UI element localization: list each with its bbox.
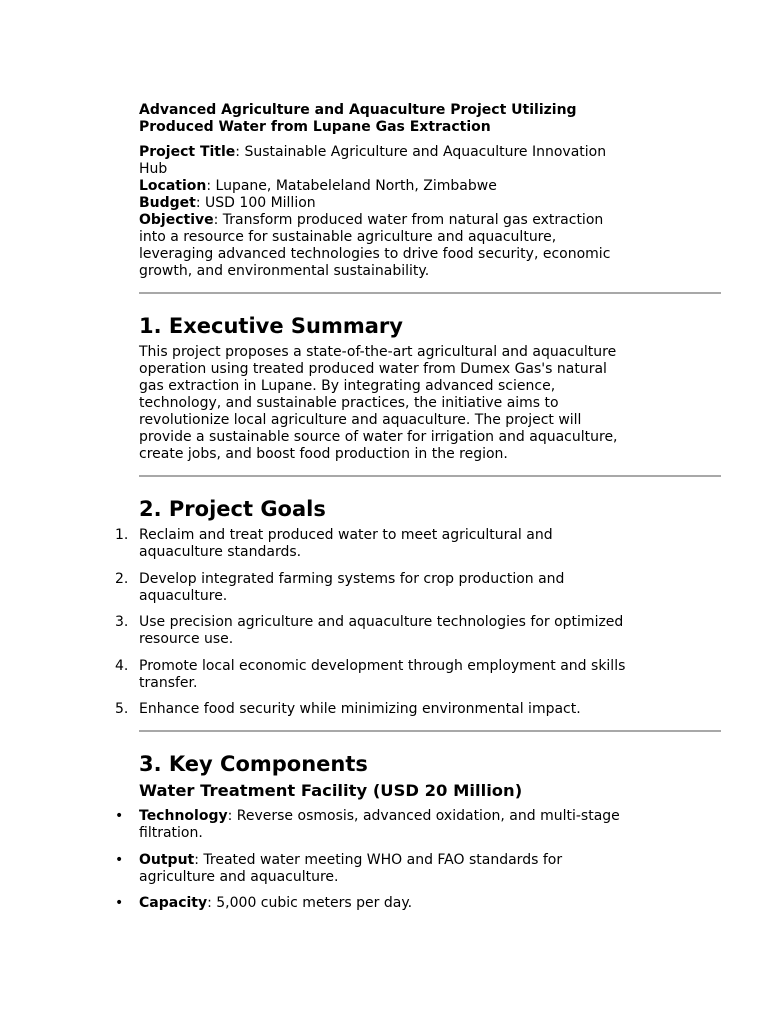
meta-value: : Lupane, Matabeleland North, Zimbabwe: [206, 178, 497, 194]
list-item-text: Develop integrated farming systems for crop production and aquaculture.: [139, 570, 565, 604]
list-number: 5.: [115, 701, 129, 717]
project-meta: [139, 144, 629, 280]
meta-label: Objective: [139, 212, 214, 228]
meta-label: Budget: [139, 195, 196, 211]
executive-summary-text: This project proposes a state-of-the-art agricultural and aquaculture operation using treated produced water from Dumex Gas's natural gas extraction in Lupane. By integrating advanced science, technology, and sustainable practices, the initiative aims to revolutionize local agriculture and aquaculture. The project will provide a sustainable source of water for irrigation and aquaculture, create jobs, and boost food production in the region.: [139, 344, 618, 462]
list-item: [115, 570, 629, 605]
bullet-icon: •: [115, 808, 124, 824]
list-item-text: Use precision agriculture and aquaculture technologies for optimized resource use.: [139, 614, 624, 647]
list-item-text: Promote local economic development through employment and skills transfer.: [139, 657, 626, 691]
list-item: [115, 701, 629, 718]
list-number: 1.: [115, 527, 129, 543]
list-item-text: : 5,000 cubic meters per day.: [207, 895, 413, 911]
meta-label: Location: [139, 178, 207, 194]
list-number: 4.: [115, 657, 129, 674]
list-item: [115, 527, 629, 561]
document-title: [139, 102, 629, 136]
section-heading: 3. Key Components: [139, 752, 368, 776]
list-item-label: Capacity: [139, 895, 208, 911]
meta-objective: [139, 212, 629, 280]
list-item: [115, 851, 629, 886]
meta-label: Project Title: [139, 144, 236, 160]
list-number: 2.: [115, 570, 129, 587]
section-divider: [139, 475, 721, 477]
meta-value: : Transform produced water from natural gas extraction into a resource for sustainable agriculture and aquaculture, leveraging advanced technologies to drive food security, economic growth, and environmental sustainability.: [139, 212, 611, 279]
key-components-list: [115, 808, 629, 912]
meta-project-title: [139, 144, 629, 178]
list-item-label: Output: [139, 851, 195, 868]
document-header: [139, 102, 629, 280]
bullet-icon: •: [115, 895, 124, 911]
list-item-text: : Reverse osmosis, advanced oxidation, and multi-stage filtration.: [139, 808, 620, 841]
meta-location: [139, 178, 629, 195]
section-divider: [139, 730, 721, 732]
list-item: [115, 657, 629, 692]
meta-value: : Sustainable Agriculture and Aquaculture Innovation Hub: [139, 144, 607, 177]
executive-summary-section: [139, 314, 721, 463]
list-number: 3.: [115, 614, 129, 630]
document-title-line-1: Advanced Agriculture and Aquaculture Project Utilizing: [139, 102, 577, 118]
section-divider: [139, 292, 721, 294]
list-item: [115, 895, 629, 912]
bullet-icon: •: [115, 851, 124, 868]
list-item-text: Reclaim and treat produced water to meet agricultural and aquaculture standards.: [139, 527, 553, 560]
list-item: [115, 614, 629, 648]
meta-value: : USD 100 Million: [195, 195, 316, 211]
list-item-text: : Treated water meeting WHO and FAO standards for agriculture and aquaculture.: [139, 851, 563, 885]
water-treatment-subheading: Water Treatment Facility (USD 20 Million): [139, 781, 523, 800]
project-goals-list: [115, 527, 629, 718]
list-item-label: Technology: [139, 808, 228, 824]
section-heading: 1. Executive Summary: [139, 314, 403, 338]
document-page: [115, 102, 721, 912]
meta-budget: [139, 195, 629, 212]
document-title-line-2: Produced Water from Lupane Gas Extraction: [139, 119, 491, 135]
project-goals-section: [115, 497, 721, 718]
key-components-section: [115, 752, 721, 912]
section-heading: 2. Project Goals: [139, 497, 326, 521]
list-item-text: Enhance food security while minimizing environmental impact.: [139, 701, 581, 717]
list-item: [115, 808, 629, 842]
